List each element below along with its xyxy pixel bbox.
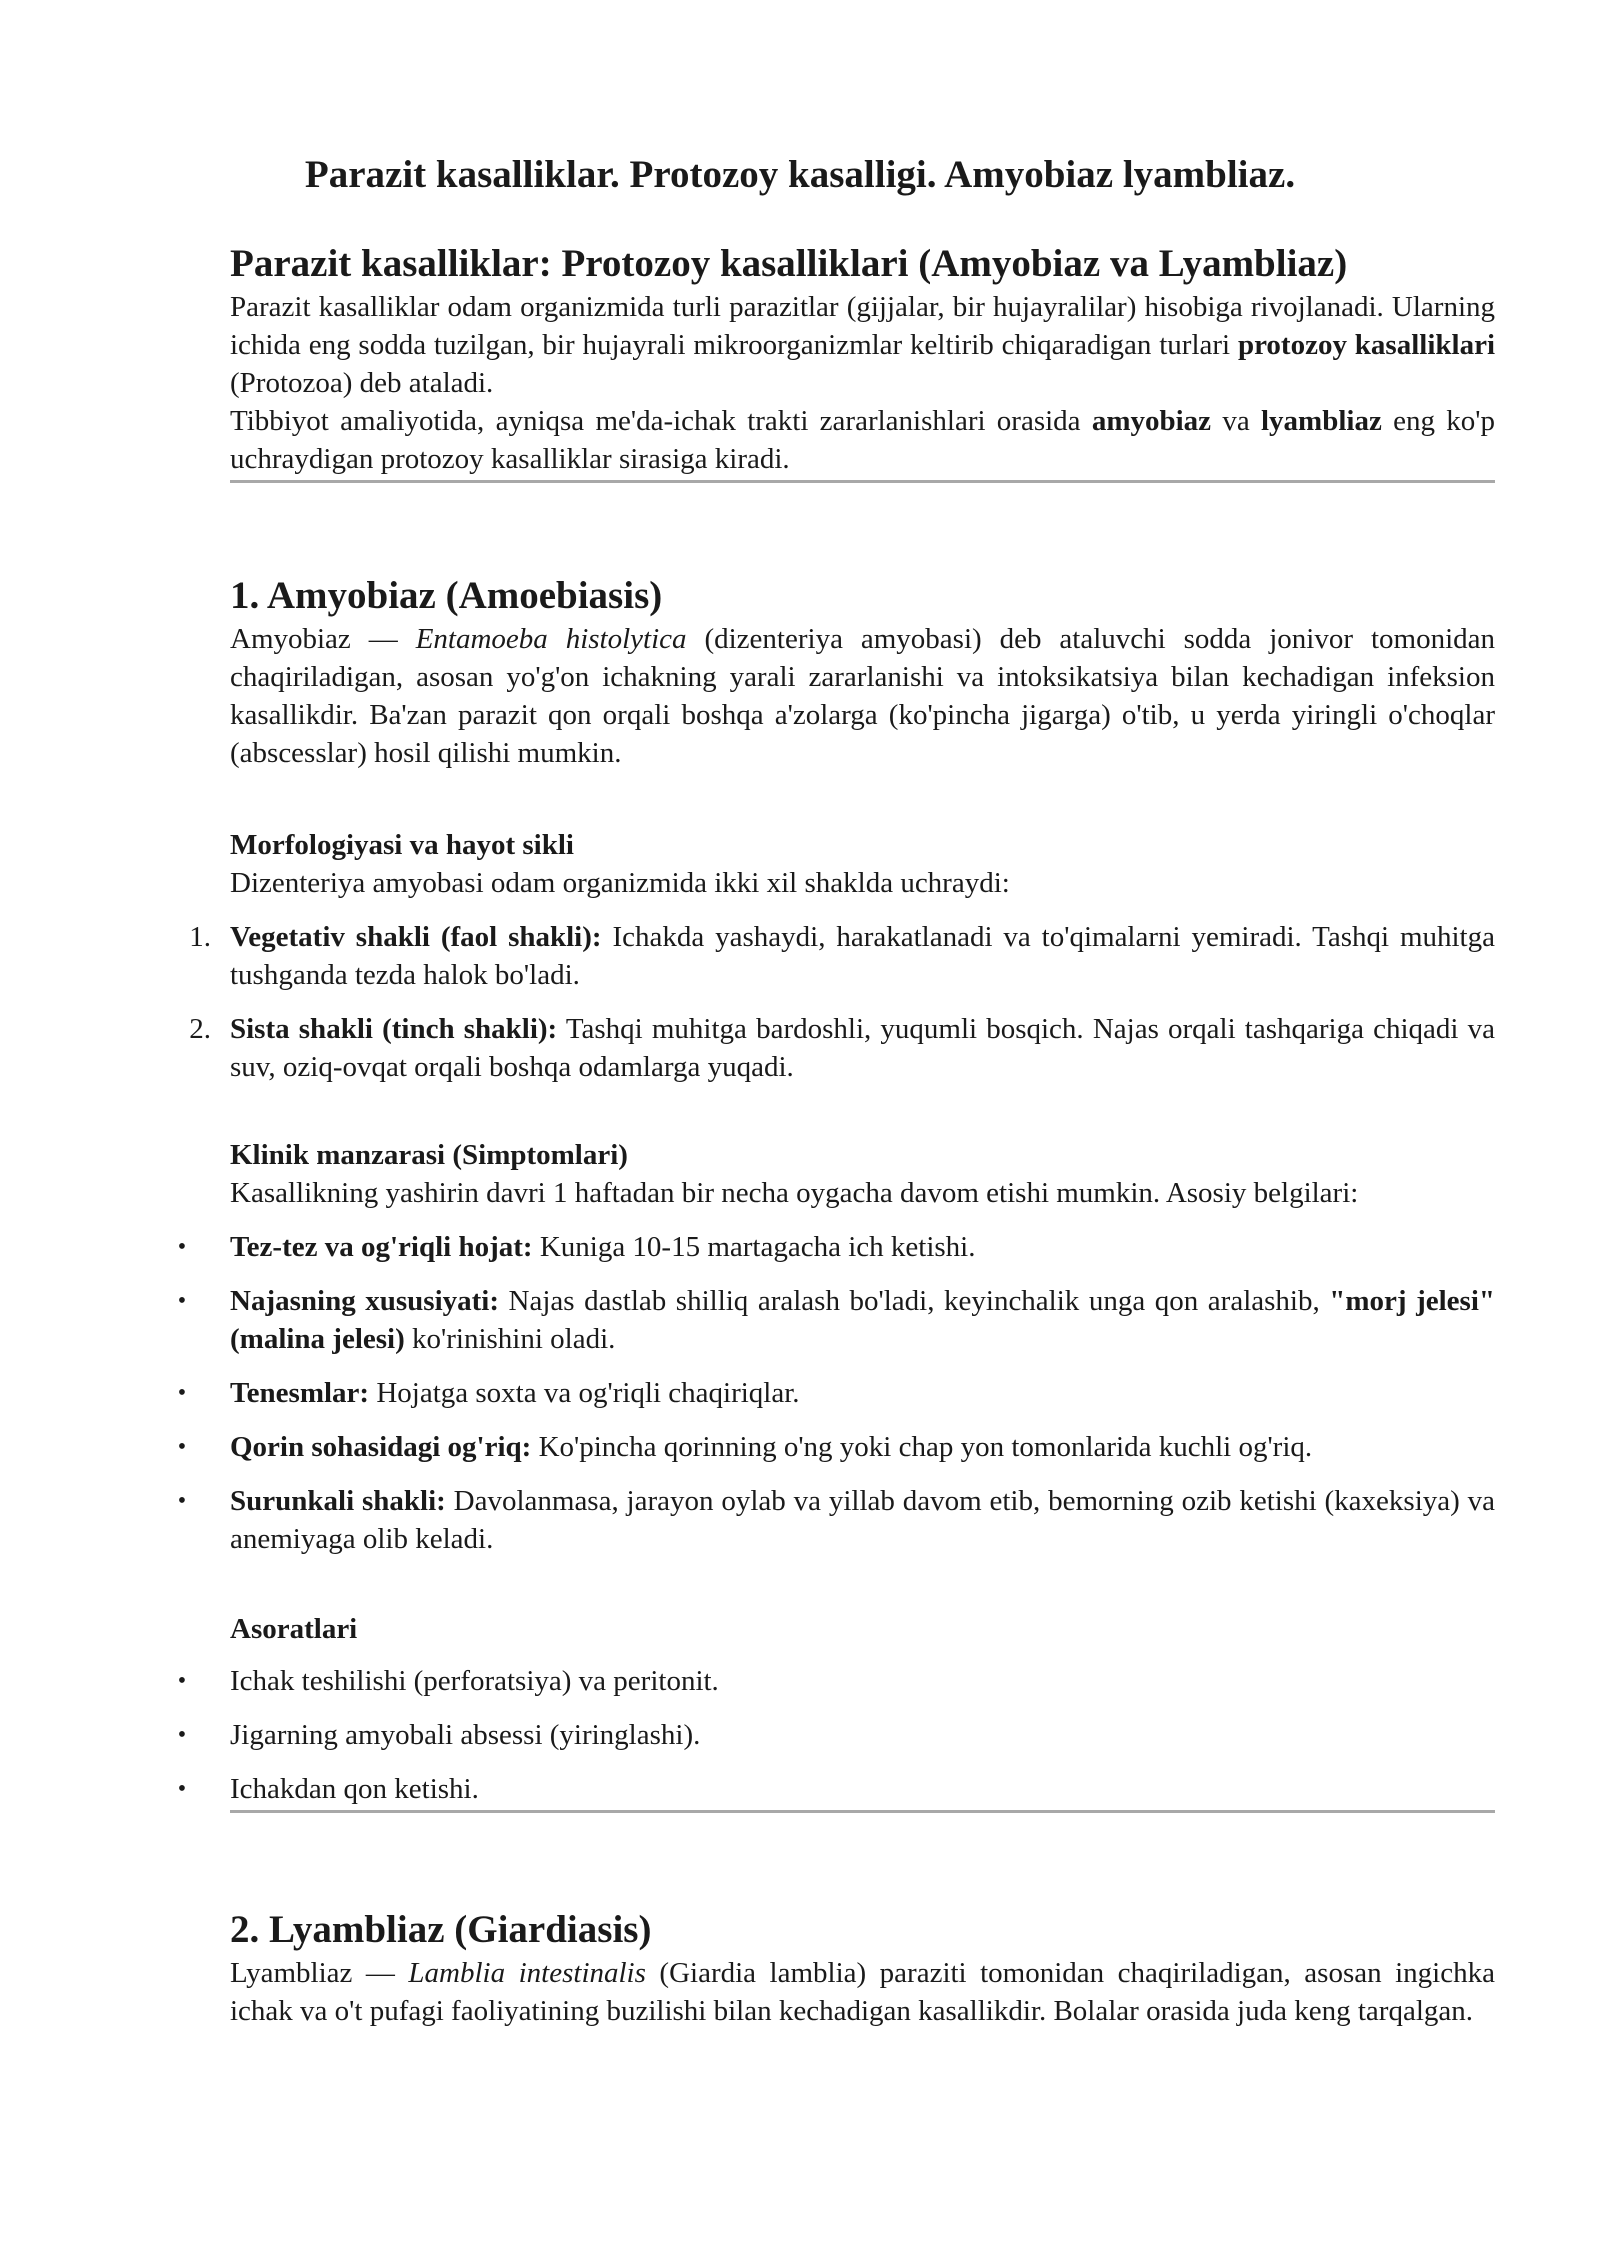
symptoms-list — [177, 1228, 1495, 1558]
list-item — [177, 1770, 1495, 1808]
amoebiasis-p1-text-c: (dizenteriya amyobasi) deb ataluvchi sodda jonivor tomonidan chaqiriladigan, asosan yo'g'on ichakning yarali zararlanishi va intoksikatsiya bilan kechadigan infeksion kasallikdir. Ba'zan parazit qon orqali boshqa a'zolarga (ko'pincha jigarga) o'tib, u yerda yiringli o'choqlar (abscesslar) hosil qilishi mumkin. — [230, 623, 1495, 769]
list-item — [189, 1010, 1495, 1086]
morphology-text: Dizenteriya amyobasi odam organizmida ikki xil shaklda uchraydi: — [230, 867, 1010, 899]
intro-p2-text-e: eng ko'p uchraydigan protozoy kasalliklar sirasiga kiradi. — [230, 405, 1496, 475]
list-item-bold: Tenesmlar: — [230, 1377, 370, 1409]
intro-p2-bold-lyambliaz: lyambliaz — [1261, 405, 1382, 437]
bullet-icon: • — [177, 1776, 187, 1802]
list-item — [177, 1428, 1495, 1466]
giardiasis-p1-text-a: Lyambliaz — — [230, 1957, 409, 1989]
intro-p2-bold-amyobiaz: amyobiaz — [1091, 405, 1212, 437]
bullet-icon: • — [177, 1488, 187, 1514]
list-item-bold: Tez-tez va og'riqli hojat: — [230, 1231, 533, 1263]
morphology-section — [189, 826, 1495, 1102]
list-item-text: Tashqi muhitga bardoshli, yuqumli bosqich. Najas orqali tashqariga chiqadi va suv, oziq-ovqat orqali boshqa odamlarga yuqadi. — [230, 1013, 1495, 1083]
clinical-heading: Klinik manzarasi (Simptomlari) — [230, 1139, 628, 1171]
intro-p1-text-c: (Protozoa) deb ataladi. — [230, 367, 494, 399]
intro-heading: Parazit kasalliklar: Protozoy kasalliklari (Amyobiaz va Lyambliaz) — [230, 242, 1348, 285]
bullet-icon: • — [177, 1668, 187, 1694]
forms-list — [189, 918, 1495, 1086]
list-item-bold: Surunkali shakli: — [230, 1485, 446, 1517]
giardiasis-p1-species: Lamblia intestinalis — [408, 1957, 646, 1989]
amoebiasis-heading: 1. Amyobiaz (Amoebiasis) — [230, 574, 663, 617]
bullet-icon: • — [177, 1434, 187, 1460]
giardiasis-p1-text-c: (Giardia lamblia) paraziti tomonidan chaqiriladigan, asosan ingichka ichak va o't pufagi faoliyatining buzilishi bilan kechadigan kasallikdir. Bolalar orasida juda keng tarqalgan. — [230, 1957, 1495, 2027]
list-item-text: Ichakdan qon ketishi. — [230, 1773, 479, 1805]
list-item-text: Ko'pincha qorinning o'ng yoki chap yon tomonlarida kuchli og'riq. — [531, 1431, 1313, 1463]
list-item — [177, 1374, 1495, 1412]
giardiasis-section — [230, 1906, 1495, 2030]
intro-paragraph-2 — [230, 402, 1495, 478]
list-item-bold: Vegetativ shakli (faol shakli): — [230, 921, 602, 953]
complications-list — [177, 1662, 1495, 1808]
bullet-icon: • — [177, 1234, 187, 1260]
giardiasis-heading: 2. Lyambliaz (Giardiasis) — [230, 1908, 652, 1951]
list-item-text: Najas dastlab shilliq aralash bo'ladi, keyinchalik unga qon aralashib, — [499, 1285, 1330, 1317]
morphology-heading: Morfologiyasi va hayot sikli — [230, 829, 574, 861]
intro-paragraph-1 — [230, 288, 1495, 402]
intro-p1-text-a: Parazit kasalliklar odam organizmida turli parazitlar (gijjalar, bir hujayralilar) hisobiga rivojlanadi. Ularning ichida eng sodda tuzilgan, bir hujayrali mikroorganizmlar keltirib chiqaradigan turlari — [230, 291, 1495, 361]
complications-section — [177, 1610, 1495, 1813]
complications-heading: Asoratlari — [230, 1613, 358, 1645]
list-item-text: Hojatga soxta va og'riqli chaqiriqlar. — [369, 1377, 800, 1409]
intro-p1-bold: protozoy kasalliklari — [1237, 329, 1495, 361]
giardiasis-paragraph — [230, 1954, 1495, 2030]
list-item-text: ko'rinishini oladi. — [404, 1323, 616, 1355]
section-divider — [230, 1810, 1495, 1813]
section-divider — [230, 480, 1495, 483]
list-item — [177, 1282, 1495, 1358]
amoebiasis-p1-species: Entamoeba histolytica — [415, 623, 687, 655]
list-item — [177, 1228, 1495, 1266]
intro-p2-text-a: Tibbiyot amaliyotida, ayniqsa me'da-ichak trakti zararlanishlari orasida — [230, 405, 1092, 437]
bullet-icon: • — [177, 1288, 187, 1314]
list-item-bold: Qorin sohasidagi og'riq: — [230, 1431, 532, 1463]
list-item — [177, 1662, 1495, 1700]
list-item — [177, 1716, 1495, 1754]
intro-p2-text-c: va — [1211, 405, 1261, 437]
list-item-text: Ichak teshilishi (perforatsiya) va peritonit. — [230, 1665, 719, 1697]
amoebiasis-p1-text-a: Amyobiaz — — [230, 623, 416, 655]
list-number: 1. — [189, 921, 211, 953]
intro-section — [230, 240, 1495, 483]
amoebiasis-paragraph — [230, 620, 1495, 772]
list-item-text: Ichakda yashaydi, harakatlanadi va to'qimalarni yemiradi. Tashqi muhitga tushganda tezda halok bo'ladi. — [230, 921, 1495, 991]
clinical-section — [177, 1136, 1495, 1574]
bullet-icon: • — [177, 1722, 187, 1748]
list-item — [177, 1482, 1495, 1558]
list-item-text: Kuniga 10-15 martagacha ich ketishi. — [532, 1231, 976, 1263]
amoebiasis-section — [230, 572, 1495, 772]
list-item-text: Jigarning amyobali absessi (yiringlashi). — [230, 1719, 701, 1751]
list-item-bold: Najasning xususiyati: — [230, 1285, 499, 1317]
document-title: Parazit kasalliklar. Protozoy kasalligi. Amyobiaz lyambliaz. — [304, 153, 1296, 196]
list-item — [189, 918, 1495, 994]
list-item-text: Davolanmasa, jarayon oylab va yillab davom etib, bemorning ozib ketishi (kaxeksiya) va anemiyaga olib keladi. — [230, 1485, 1495, 1555]
bullet-icon: • — [177, 1380, 187, 1406]
list-item-bold: Sista shakli (tinch shakli): — [230, 1013, 558, 1045]
clinical-text: Kasallikning yashirin davri 1 haftadan bir necha oygacha davom etishi mumkin. Asosiy belgilari: — [230, 1177, 1359, 1209]
list-number: 2. — [189, 1013, 211, 1045]
list-item-bold: "morj jelesi" (malina jelesi) — [230, 1285, 1495, 1355]
